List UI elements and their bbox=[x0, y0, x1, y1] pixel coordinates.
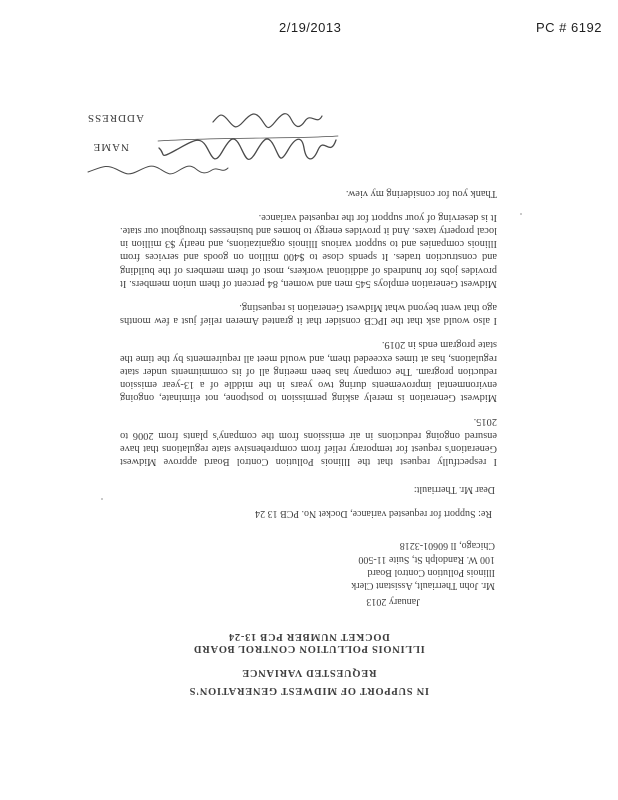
scan-speckle bbox=[101, 498, 103, 500]
recipient-line: 100 W. Randolph St, Suite 11-500 bbox=[358, 553, 495, 565]
filing-date-stamp: 2/19/2013 bbox=[279, 20, 342, 35]
recipient-line: Illinois Pollution Control Board bbox=[367, 566, 495, 578]
closing-line: Thank you for considering my view. bbox=[345, 187, 497, 199]
letter-title-line-1: IN SUPPORT OF MIDWEST GENERATION'S bbox=[188, 685, 430, 696]
recipient-address-block bbox=[351, 539, 495, 592]
recipient-line: Chicago, Il 60601-3218 bbox=[399, 540, 495, 552]
scan-speckle bbox=[520, 213, 522, 215]
salutation: Dear Mr. Therriault: bbox=[413, 484, 495, 495]
body-paragraph-1: I respectfully request that the Illinois Pollution Control Board approve Midwest Generation's request for temporary relief from comprehensive state regulations that have ensured ongoing reductions in air emissions from the company's plants from 2006 to 2015. bbox=[120, 416, 497, 467]
closing-scribble bbox=[85, 162, 230, 178]
re-subject-line: Re: Support for requested variance, Docket No. PCB 13 24 bbox=[255, 508, 492, 519]
address-label: ADDRESS bbox=[86, 112, 144, 124]
name-label: NAME bbox=[92, 141, 129, 153]
body-paragraph-2: Midwest Generation is merely asking permission to postpone, not eliminate, ongoing environmental improvements during two years in the middle of a 13-year emission reduction program. The company has been meeting all of its commitments under state regulations, has at times exceeded them, and would meet all requirements by the time the state program ends in 2019. bbox=[120, 339, 497, 404]
body-paragraph-4: Midwest Generation employs 545 men and women, 84 percent of them union members. It provides jobs for hundreds of additional workers, most of them members of the building and construction trades. It spends close to $400 million on goods and services from Illinois companies and to support various Illinois organizations, and nearly $3 million in local property taxes. And it provides energy to homes and businesses throughout our state. It is deserving of your support for the requested variance. bbox=[120, 211, 497, 289]
board-name-line: ILLINOIS POLLUTION CONTROL BOARD bbox=[193, 643, 425, 654]
letter-date: January 2013 bbox=[366, 596, 420, 607]
docket-number-line: DOCKET NUMBER PCB 13-24 bbox=[228, 631, 390, 642]
name-signature-scribble bbox=[155, 132, 340, 162]
address-handwriting-scribble bbox=[210, 106, 325, 132]
body-paragraph-3: I also would ask that the IPCB consider that it granted Ameren relief just a few months ago that went beyond what Midwest Generation is requesting. bbox=[120, 301, 497, 327]
letter-title-line-2: REQUESTED VARIANCE bbox=[241, 667, 377, 678]
public-comment-number-stamp: PC # 6192 bbox=[536, 20, 602, 35]
letter-body bbox=[120, 175, 497, 468]
recipient-line: Mr. John Therriault, Assistant Clerk bbox=[351, 580, 495, 591]
